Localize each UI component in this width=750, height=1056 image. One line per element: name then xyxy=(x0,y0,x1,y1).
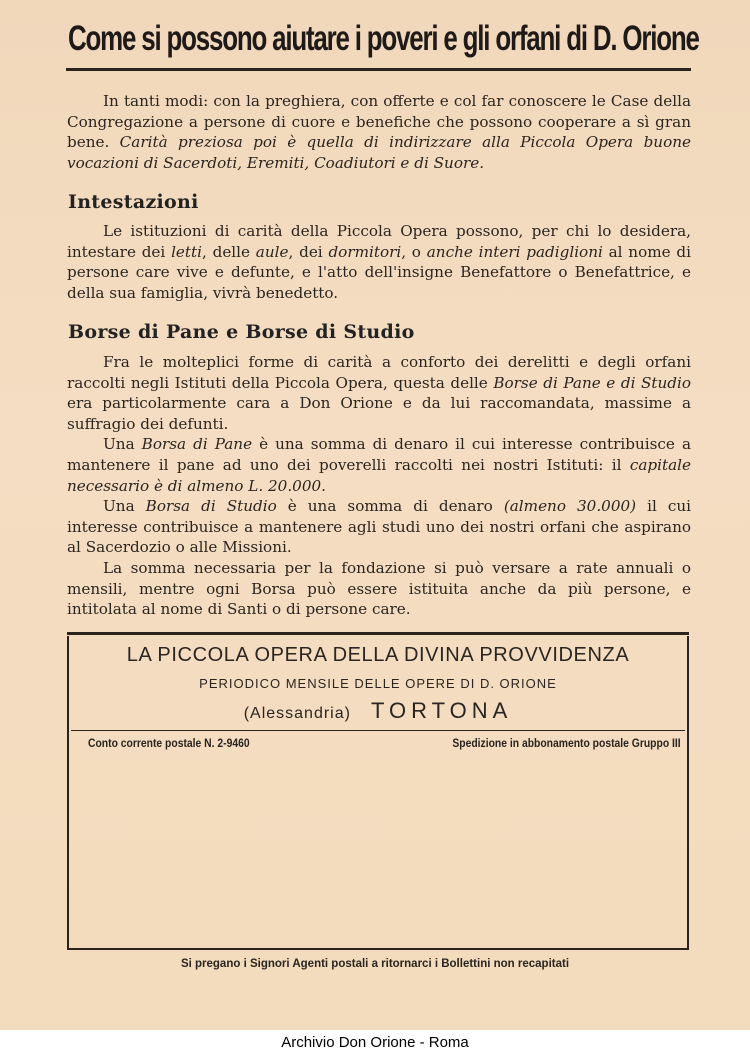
intro-text: In tanti modi: con la preghiera, con offerte e col far conoscere le Case della Congregazione a persone di cuore e benefiche che possono cooperare a sì gran bene. xyxy=(67,92,691,152)
borse-paragraph-3: Una Borsa di Studio è una somma di denaro (almeno 30.000) il cui interesse contribuisce a mantenere agli studi uno dei nostri orfani che aspirano al Sacerdozio o alle Missioni. xyxy=(67,497,691,557)
heading-borse: Borse di Pane e Borse di Studio xyxy=(68,321,415,343)
intestazioni-paragraph xyxy=(67,221,691,303)
heading-intestazioni: Intestazioni xyxy=(68,191,199,213)
s1-text-5: al nome di persone care vive e defunte, e l'atto dell'insigne Benefattore o Benefattrice, e della sua famiglia, vivrà benedetto. xyxy=(67,242,691,302)
postal-box-top-rule xyxy=(67,632,689,635)
publication-address xyxy=(69,698,687,724)
publication-title: LA PICCOLA OPERA DELLA DIVINA PROVVIDENZA xyxy=(126,644,630,666)
title-underline xyxy=(66,68,691,71)
postal-box-divider xyxy=(71,730,685,731)
intro-italic: Carità preziosa poi è quella di indirizzare alla Piccola Opera buone vocazioni di Sacerdoti, Eremiti, Coadiutori e di Suore. xyxy=(67,133,691,172)
page-title: Come si possono aiutare i poveri e gli orfani di D. Orione xyxy=(68,19,699,58)
town: TORTONA xyxy=(370,698,513,723)
borse-paragraph-4: La somma necessaria per la fondazione si può versare a rate annuali o mensili, mentre ogni Borsa può essere istituita anche da più persone, e intitolata al nome di Santi o di persone care. xyxy=(67,558,691,619)
s1-text-3: , dei xyxy=(288,242,329,261)
borse-paragraphs xyxy=(67,352,691,620)
province: (Alessandria) xyxy=(243,705,351,722)
borse-paragraph-1: Fra le molteplici forme di carità a conforto dei derelitti e degli orfani raccolti negli Istituti della Piccola Opera, questa delle Borse di Pane e di Studio era particolarmente cara a Don Orione e da lui raccomandata, massime a suffragio dei defunti. xyxy=(67,353,691,433)
postal-account: Conto corrente postale N. 2-9460 xyxy=(88,738,250,750)
s1-italic-padiglioni: anche interi padiglioni xyxy=(426,242,603,261)
s1-text-1: Le istituzioni di carità della Piccola Opera possono, per chi lo desidera, intestare dei xyxy=(67,222,691,261)
s1-italic-aule: aule xyxy=(255,242,289,261)
intro-paragraph xyxy=(67,91,691,173)
postal-shipping: Spedizione in abbonamento postale Gruppo III xyxy=(452,738,681,750)
borse-paragraph-2: Una Borsa di Pane è una somma di denaro il cui interesse contribuisce a mantenere il pane ad uno dei poverelli raccolti nei nostri Istituti: il capitale necessario è di almeno L. 20.000. xyxy=(67,435,691,495)
s1-italic-letti: letti xyxy=(171,242,202,261)
postal-box xyxy=(67,636,689,950)
footer-note: Si pregano i Signori Agenti postali a ritornarci i Bollettini non recapitati xyxy=(180,958,570,970)
archive-label: Archivio Don Orione - Roma xyxy=(0,1030,750,1056)
s1-text-4: , o xyxy=(401,242,427,261)
publication-subtitle: PERIODICO MENSILE DELLE OPERE DI D. ORIONE xyxy=(199,676,557,691)
s1-italic-dormitori: dormitori xyxy=(328,242,402,261)
s1-text-2: , delle xyxy=(201,242,256,261)
